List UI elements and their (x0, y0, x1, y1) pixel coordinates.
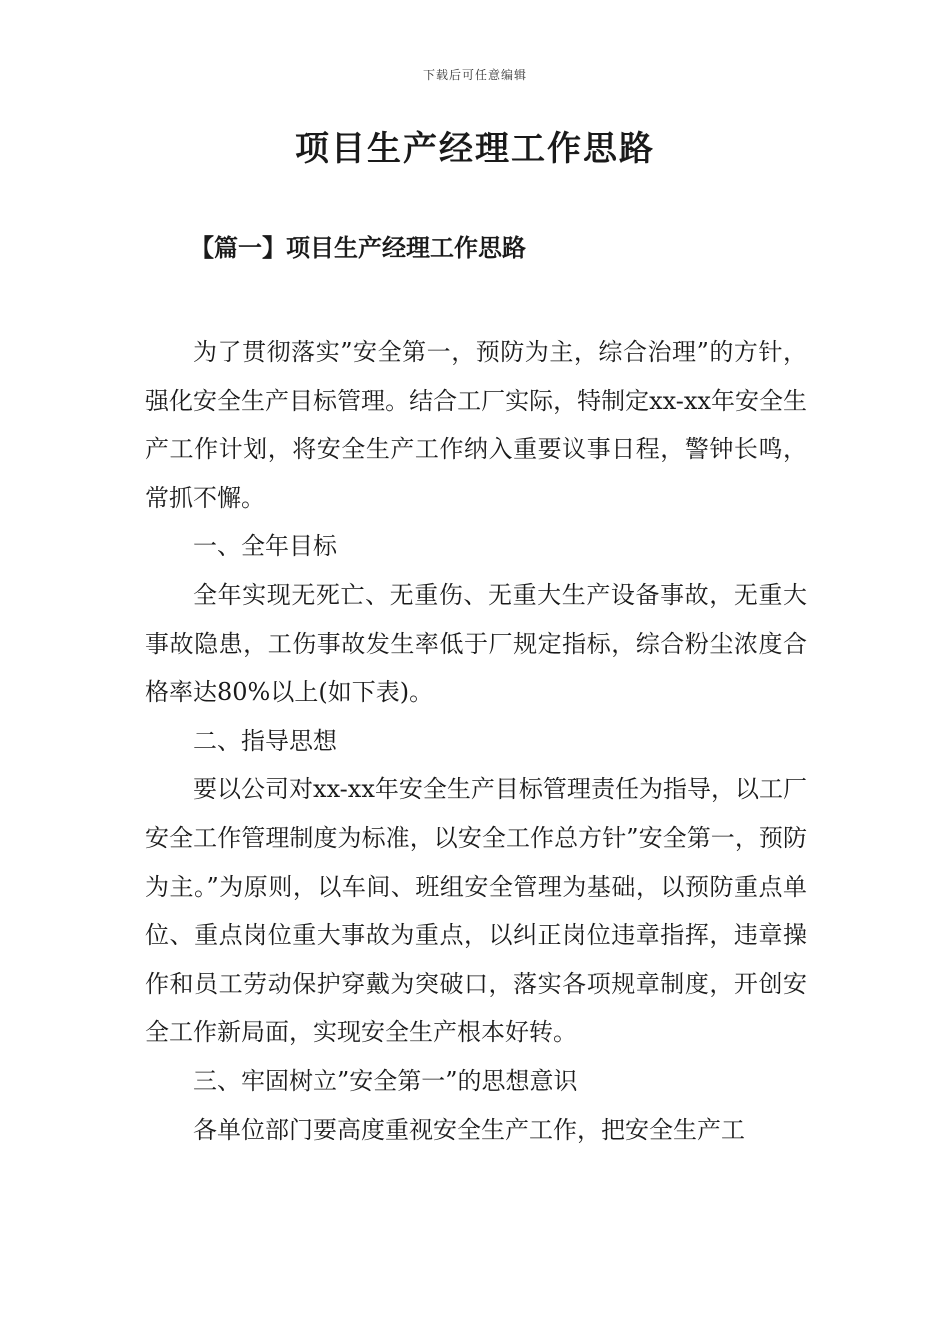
paragraph: 全年实现无死亡、无重伤、无重大生产设备事故，无重大事故隐患，工伤事故发生率低于厂规定指标，综合粉尘浓度合格率达80%以上(如下表)。 (145, 580, 807, 707)
paragraph: 为了贯彻落实”安全第一，预防为主，综合治理”的方针，强化安全生产目标管理。结合工厂实际，特制定xx-xx年安全生产工作计划，将安全生产工作纳入重要议事日程，警钟长鸣，常抓不懈。 (145, 338, 807, 512)
header-note: 下载后可任意编辑 (422, 68, 527, 82)
subheading: 二、指导思想 (193, 726, 337, 755)
document-body (145, 328, 807, 1154)
subheading: 一、全年目标 (193, 532, 337, 561)
document-title: 项目生产经理工作思路 (295, 129, 655, 169)
section-heading: 【篇一】项目生产经理工作思路 (190, 233, 526, 262)
subheading: 三、牢固树立”安全第一”的思想意识 (193, 1066, 578, 1095)
paragraph: 要以公司对xx-xx年安全生产目标管理责任为指导，以工厂安全工作管理制度为标准，以安全工作总方针”安全第一，预防为主。”为原则，以车间、班组安全管理为基础，以预防重点单位、重点岗位重大事故为重点，以纠正岗位违章指挥，违章操作和员工劳动保护穿戴为突破口，落实各项规章制度，开创安全工作新局面，实现安全生产根本好转。 (145, 775, 807, 1047)
paragraph: 各单位部门要高度重视安全生产工作，把安全生产工 (193, 1115, 745, 1144)
